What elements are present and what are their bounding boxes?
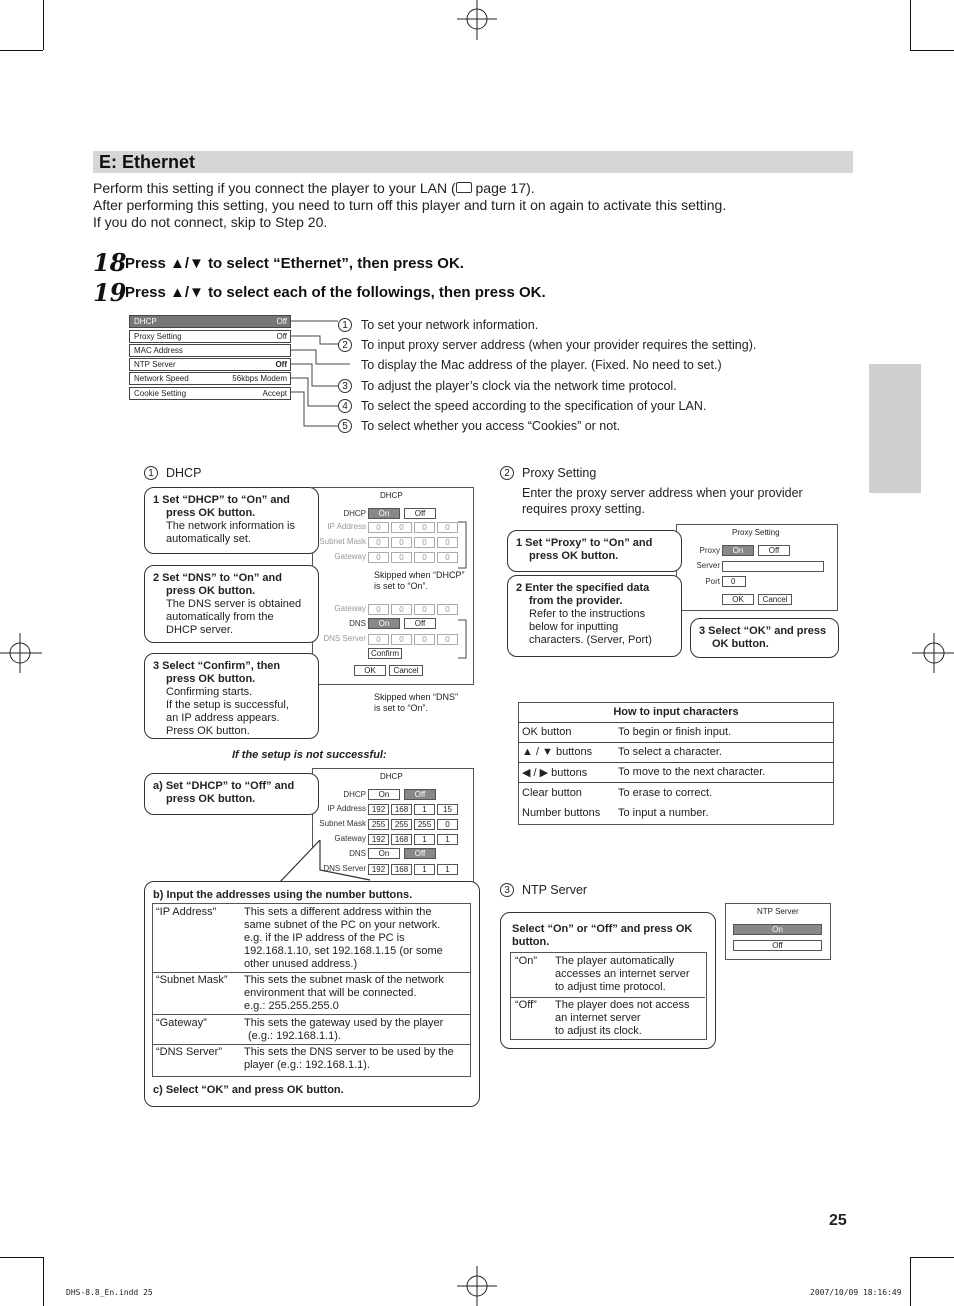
registration-mark-icon [452,0,502,44]
gateway-octet-box[interactable]: 1 [437,834,458,845]
note: is set to “On”. [374,581,429,591]
subnet-octet-box[interactable]: 255 [368,819,389,830]
menu-desc: To select whether you access “Cookies” or not. [361,419,621,433]
number-badge: 4 [338,399,352,413]
proxy-intro: requires proxy setting. [522,502,645,516]
disabled-octet-box: 0 [414,537,435,548]
proxy-intro: Enter the proxy server address when your provider [522,486,803,500]
subnet-octet-box[interactable]: 255 [414,819,435,830]
disabled-octet-box: 0 [437,634,458,645]
ip-octet-box[interactable]: 192 [368,804,389,815]
option-off[interactable]: Off [404,848,436,859]
disabled-octet-box: 0 [391,537,412,548]
table-cell: To select a character. [618,746,722,758]
menu-item-cookie-setting[interactable]: Cookie Setting Accept [129,387,291,400]
option-on[interactable]: On [722,545,754,556]
disabled-octet-box: 0 [437,604,458,615]
option-off[interactable]: Off [404,618,436,629]
screen-title: Proxy Setting [732,528,780,537]
subnet-octet-box[interactable]: 0 [437,819,458,830]
gateway-octet-box[interactable]: 1 [414,834,435,845]
field-label: DHCP [343,790,366,799]
callout-ntp: Select “On” or “Off” and press OK button. “On” The player automatically accesses an internet server to adjust time protocol. “Off” The player does not access an internet server to adjust its clock. [500,912,716,1049]
dns-octet-box[interactable]: 1 [437,864,458,875]
cancel-button[interactable]: Cancel [389,665,423,676]
disabled-octet-box: 0 [437,537,458,548]
screen-title: NTP Server [757,907,799,916]
registration-mark-icon [452,1266,502,1306]
menu-item-ntp-server[interactable]: NTP Server Off [129,358,291,371]
port-input[interactable]: 0 [722,576,746,587]
field-label: Server [696,561,720,570]
crop-mark [910,0,911,50]
step-number: 18 [93,248,127,277]
desc-ip: This sets a different address within the same subnet of the PC on your network. e.g. if the IP address of the PC is 192.168.1.10, set 192.168.1.15 (or some other unused address.) [244,906,443,970]
note: is set to “On”. [374,703,429,713]
section-title: E: Ethernet [99,152,196,172]
number-badge: 1 [338,318,352,332]
footer-timestamp: 2007/10/09 18:16:49 [810,1288,902,1297]
menu-desc: To set your network information. [361,318,539,332]
ntp-heading: NTP Server [522,883,588,897]
table-cell: ▲ / ▼ buttons [522,746,593,758]
ok-button[interactable]: OK [722,594,754,605]
step-text: Press ▲/▼ to select each of the followings, then press OK. [125,284,546,301]
option-off[interactable]: Off [733,940,822,951]
callout-proxy-data: 2 Enter the specified data from the provider. Refer to the instructions below for inputting characters. (Server, Port) [507,575,682,657]
option-on[interactable]: On [733,924,822,935]
callout-proxy-ok: 3 Select “OK” and press OK button. [690,618,839,658]
desc-gateway: This sets the gateway used by the player (e.g.: 192.168.1.1). [244,1017,444,1042]
not-successful-heading: If the setup is not successful: [232,749,387,761]
dhcp-heading: DHCP [166,466,202,480]
cancel-button[interactable]: Cancel [758,594,792,605]
step-text: Press ▲/▼ to select “Ethernet”, then press OK. [125,255,464,272]
intro-line-2: After performing this setting, you need to turn off this player and turn it on again to activate this setting. [93,197,727,213]
field-label: Subnet Mask [319,819,366,828]
confirm-button[interactable]: Confirm [368,648,402,659]
ip-octet-box[interactable]: 168 [391,804,412,815]
field-label: IP Address [327,804,366,813]
callout-proxy-on: 1 Set “Proxy” to “On” and press OK button. [507,530,682,572]
field-label: DNS [349,849,366,858]
crop-mark [0,50,43,51]
disabled-octet-box: 0 [368,537,389,548]
field-label: DHCP [343,509,366,518]
field-label: Subnet Mask [319,537,366,546]
menu-item-proxy-setting[interactable]: Proxy Setting Off [129,330,291,343]
table-cell: To move to the next character. [618,766,766,778]
intro-line-3: If you do not connect, skip to Step 20. [93,214,328,230]
disabled-octet-box: 0 [368,634,389,645]
menu-item-dhcp[interactable]: DHCP Off [129,315,291,328]
field-label: IP Address [327,522,366,531]
menu-desc: To input proxy server address (when your provider requires the setting). [361,338,757,352]
crop-mark [43,0,44,50]
menu-desc: To select the speed according to the specification of your LAN. [361,399,707,413]
gateway-octet-box[interactable]: 168 [391,834,412,845]
ok-button[interactable]: OK [354,665,386,676]
screen-title: DHCP [380,772,403,781]
crop-mark [43,1257,44,1306]
table-cell: ◀ / ▶ buttons [522,767,588,779]
callout-dhcp-on: 1 Set “DHCP” to “On” and press OK button. The network information is automatically set. [144,487,319,554]
menu-item-mac-address[interactable]: MAC Address [129,344,291,357]
disabled-octet-box: 0 [414,604,435,615]
note: Skipped when “DHCP” [374,570,465,580]
footer-file: DHS-8.8_En.indd 25 [66,1288,153,1297]
option-on[interactable]: On [368,848,400,859]
registration-mark-icon [0,630,44,676]
desc-dns: This sets the DNS server to be used by the player (e.g.: 192.168.1.1). [244,1046,454,1071]
field-label: DNS Server [323,634,366,643]
disabled-octet-box: 0 [437,522,458,533]
dns-octet-box[interactable]: 1 [414,864,435,875]
disabled-octet-box: 0 [391,522,412,533]
skip-bracket [458,520,474,660]
disabled-octet-box: 0 [391,604,412,615]
disabled-octet-box: 0 [414,522,435,533]
intro-line-1: Perform this setting if you connect the player to your LAN ( page 17). [93,180,535,196]
disabled-octet-box: 0 [391,634,412,645]
disabled-octet-box: 0 [414,634,435,645]
dns-octet-box[interactable]: 192 [368,864,389,875]
crop-mark [910,50,954,51]
connector-lines [290,318,350,430]
number-badge: 1 [144,466,158,480]
option-on[interactable]: On [368,618,400,629]
option-on[interactable]: On [368,789,400,800]
subnet-octet-box[interactable]: 255 [391,819,412,830]
ip-octet-box[interactable]: 15 [437,804,458,815]
crop-mark [0,1257,43,1258]
note: Skipped when “DNS” [374,692,459,702]
crop-mark [910,1257,911,1306]
table-cell: Number buttons [522,807,601,819]
ip-octet-box[interactable]: 1 [414,804,435,815]
number-badge: 2 [500,466,514,480]
disabled-octet-box: 0 [368,552,389,563]
menu-desc: To display the Mac address of the player. (Fixed. No need to set.) [361,358,722,372]
menu-item-network-speed[interactable]: Network Speed 56kbps Modem [129,372,291,385]
disabled-octet-box: 0 [391,552,412,563]
callout-dns-on: 2 Set “DNS” to “On” and press OK button. The DNS server is obtained automatically from the DHCP server. [144,565,319,643]
menu-desc: To adjust the player’s clock via the network time protocol. [361,379,677,393]
howto-title: How to input characters [613,706,739,718]
callout-address-input: b) Input the addresses using the number buttons. “IP Address” This sets a different address within the same subnet of the PC on your network. e.g. if the IP address of the PC is 192.168.1.10, set 192.168.1.15 (or some other unused address.) “Subnet Mask” This sets the subnet mask of the network environment that will be connected. e.g.: 255.255.255.0 “Gateway” This sets the gateway used by the player (e.g.: 192.168.1.1). “DNS Server” This sets the DNS server to be used by the player (e.g.: 192.168.1.1). c) Select “OK” and press OK button. [144,881,480,1107]
disabled-octet-box: 0 [414,552,435,563]
side-tab [869,364,921,493]
desc-subnet: This sets the subnet mask of the network environment that will be connected. e.g.: 255.255.255.0 [244,974,444,1012]
option-off[interactable]: Off [758,545,790,556]
callout-confirm: 3 Select “Confirm”, then press OK button. Confirming starts. If the setup is successful, an IP address appears. Press OK button. [144,653,319,739]
field-label: Gateway [334,552,366,561]
table-cell: To begin or finish input. [618,726,732,738]
section-header-bar [93,151,853,173]
number-badge: 5 [338,419,352,433]
server-input[interactable] [722,561,824,572]
field-label: Proxy [699,546,720,555]
proxy-heading: Proxy Setting [522,466,597,480]
field-label: Gateway [334,604,366,613]
table-cell: OK button [522,726,572,738]
option-on[interactable]: On [368,508,400,519]
crop-mark [910,1257,954,1258]
field-label: Gateway [334,834,366,843]
table-cell: Clear button [522,787,582,799]
disabled-octet-box: 0 [368,604,389,615]
disabled-octet-box: 0 [437,552,458,563]
table-cell: To input a number. [618,807,709,819]
registration-mark-icon [910,630,954,676]
table-cell: To erase to correct. [618,787,713,799]
screen-title: DHCP [380,491,403,500]
dns-octet-box[interactable]: 168 [391,864,412,875]
callout-dhcp-off: a) Set “DHCP” to “Off” and press OK button. [144,773,319,815]
number-badge: 2 [338,338,352,352]
page-ref-arrow-icon [456,182,472,193]
number-badge: 3 [338,379,352,393]
option-off[interactable]: Off [404,789,436,800]
option-off[interactable]: Off [404,508,436,519]
field-label: Port [705,577,720,586]
gateway-octet-box[interactable]: 192 [368,834,389,845]
step-number: 19 [93,278,127,307]
field-label: DNS [349,619,366,628]
disabled-octet-box: 0 [368,522,389,533]
field-label: DNS Server [323,864,366,873]
page-number: 25 [829,1212,847,1229]
number-badge: 3 [500,883,514,897]
